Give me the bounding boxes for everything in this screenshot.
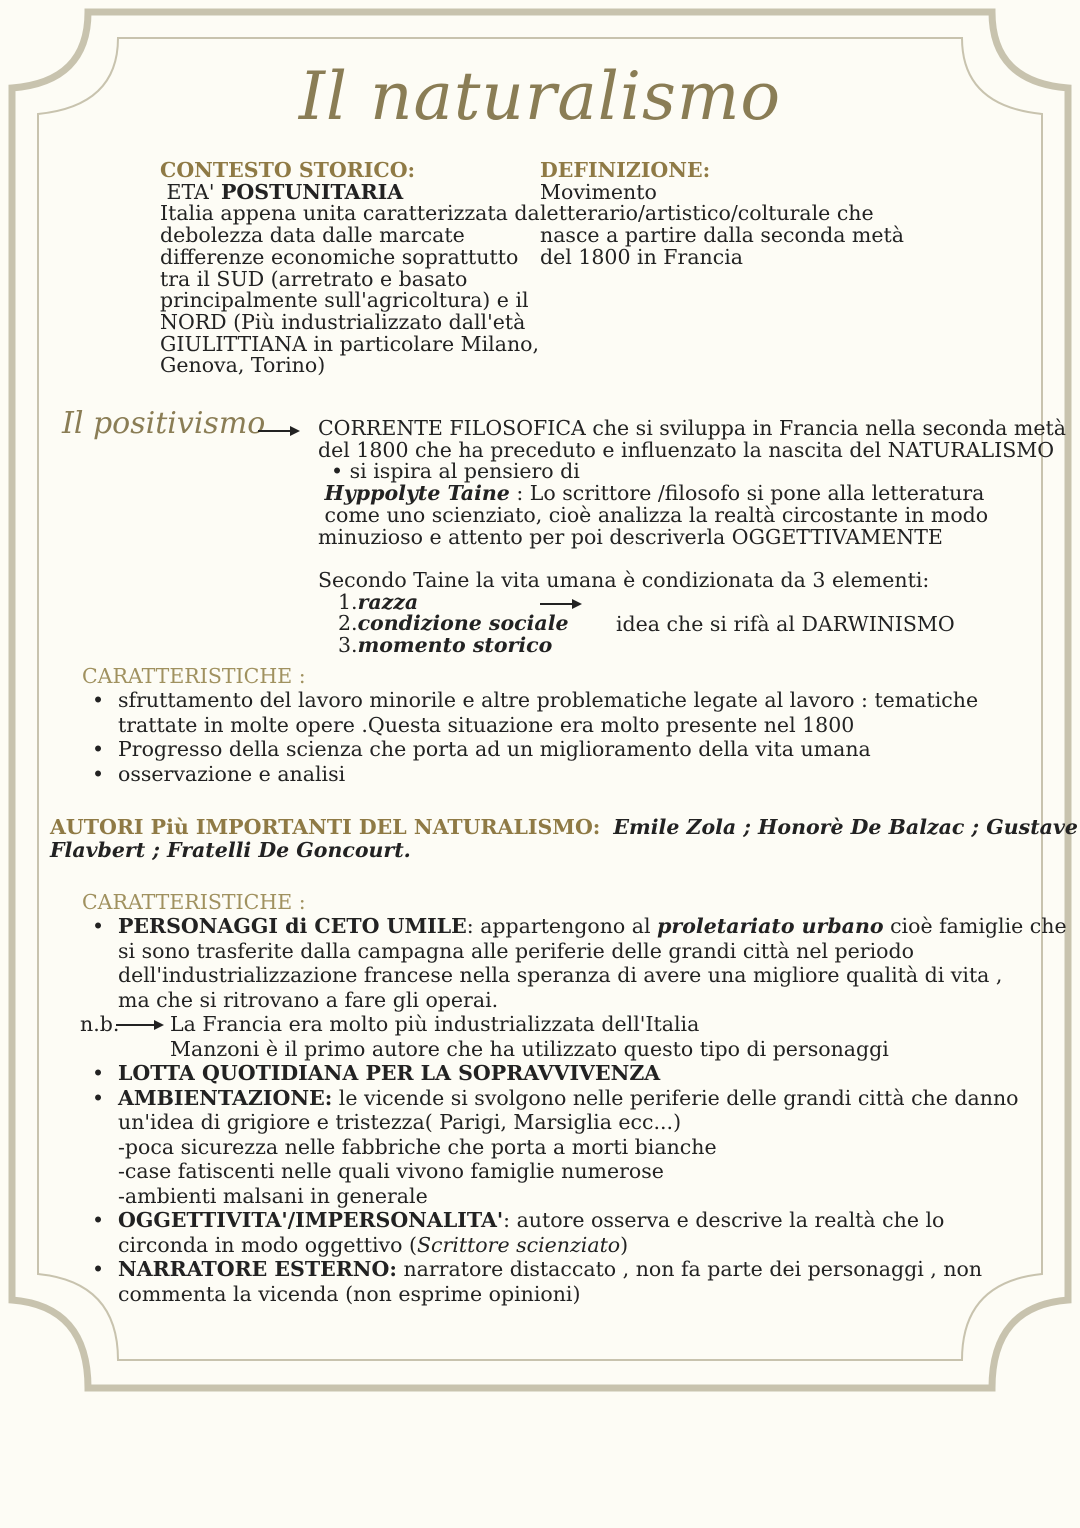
list-item: • osservazione e analisi bbox=[80, 762, 978, 787]
positivismo-line: CORRENTE FILOSOFICA che si sviluppa in Francia nella seconda metà bbox=[318, 416, 1066, 440]
caratteristiche-list bbox=[80, 688, 978, 786]
list-item: • LOTTA QUOTIDIANA PER LA SOPRAVVIVENZA bbox=[92, 1061, 661, 1085]
element-item: 2.condizione sociale bbox=[338, 611, 569, 636]
contesto-line: Genova, Torino) bbox=[160, 353, 326, 378]
definizione-heading: DEFINIZIONE: bbox=[540, 158, 711, 182]
nb-note: n.b. La Francia era molto più industrializzata dell'Italia bbox=[80, 1012, 700, 1036]
arrow-right-icon bbox=[540, 597, 584, 611]
definizione-line: nasce a partire dalla seconda metà bbox=[540, 223, 904, 248]
list-item: • Progresso della scienza che porta ad un miglioramento della vita umana bbox=[80, 737, 978, 762]
positivismo-line: del 1800 che ha preceduto e influenzato la nascita del NATURALISMO bbox=[318, 437, 1055, 462]
caratteristiche-heading: CARATTERISTICHE : bbox=[82, 890, 306, 914]
page-title: Il naturalismo bbox=[298, 58, 782, 135]
arrow-right-icon bbox=[116, 1018, 168, 1032]
positivismo-label: Il positivismo bbox=[62, 406, 266, 441]
contesto-line: debolezza data dalle marcate bbox=[160, 223, 465, 248]
definizione-line: Movimento bbox=[540, 179, 657, 204]
positivismo-line: come uno scienziato, cioè analizza la realtà circostante in modo bbox=[324, 502, 989, 527]
taine-line: Hyppolyte Taine : Lo scrittore /filosofo si pone alla letteratura bbox=[324, 481, 985, 506]
contesto-line: differenze economiche soprattutto bbox=[160, 244, 519, 269]
contesto-line: GIULITTIANA in particolare Milano, bbox=[160, 331, 539, 356]
caratteristiche2-section bbox=[80, 914, 1067, 1306]
positivismo-bullet: • si ispira al pensiero di bbox=[318, 459, 580, 484]
contesto-line: NORD (Più industrializzato dall'età bbox=[160, 309, 526, 334]
darwinismo-note: idea che si rifà al DARWINISMO bbox=[616, 612, 955, 636]
contesto-section bbox=[160, 160, 540, 377]
element-item: 3.momento storico bbox=[338, 633, 553, 658]
contesto-line: principalmente sull'agricoltura) e il bbox=[160, 288, 529, 313]
secondo-taine: Secondo Taine la vita umana è condizionata da 3 elementi: bbox=[318, 567, 930, 592]
contesto-line: Italia appena unita caratterizzata da bbox=[160, 201, 540, 226]
list-item: • OGGETTIVITA'/IMPERSONALITA': autore osserva e descrive la realtà che lo circonda in modo oggettivo (Scrittore scienziato) bbox=[92, 1208, 945, 1257]
arrow-right-icon bbox=[258, 424, 302, 438]
autori-names: Emile Zola ; Honorè De Balzac ; Gustave bbox=[613, 815, 1078, 839]
contesto-eta: ETA' POSTUNITARIA bbox=[166, 179, 404, 204]
list-item: • AMBIENTAZIONE: le vicende si svolgono nelle periferie delle grandi città che danno un'idea di grigiore e tristezza( Parigi, Marsiglia ecc...) -poca sicurezza nelle fabbriche che porta a morti bianche -case fatiscenti nelle quali vivono famiglie numerose -ambienti malsani in generale bbox=[92, 1085, 1019, 1208]
list-item: • sfruttamento del lavoro minorile e altre problematiche legate al lavoro : tematiche trattate in molte opere .Questa situazione era molto presente nel 1800 bbox=[80, 688, 978, 737]
positivismo-line: minuzioso e attento per poi descriverla OGGETTIVAMENTE bbox=[318, 524, 943, 549]
contesto-heading: CONTESTO STORICO: bbox=[160, 158, 416, 182]
element-item: 1.razza bbox=[338, 589, 419, 614]
autori-names: Flavbert ; Fratelli De Goncourt. bbox=[50, 838, 411, 862]
definizione-line: del 1800 in Francia bbox=[540, 244, 743, 269]
contesto-line: tra il SUD (arretrato e basato bbox=[160, 266, 468, 291]
autori-section bbox=[50, 816, 1078, 862]
definizione-line: letterario/artistico/colturale che bbox=[540, 201, 874, 226]
autori-label: AUTORI Più IMPORTANTI DEL NATURALISMO: bbox=[50, 815, 601, 839]
caratteristiche-heading: CARATTERISTICHE : bbox=[82, 664, 306, 688]
list-item: • PERSONAGGI di CETO UMILE: appartengono al proletariato urbano cioè famiglie che si sono trasferite dalla campagna alle periferie delle grandi città nel periodo dell'industrializzazione francese nella speranza di avere una migliore qualità di vita , ma che si ritrovano a fare gli operai. bbox=[92, 914, 1067, 1012]
definizione-section bbox=[540, 160, 904, 269]
list-item: • NARRATORE ESTERNO: narratore distaccato , non fa parte dei personaggi , non commenta la vicenda (non esprime opinioni) bbox=[92, 1257, 983, 1306]
nb-note-line: Manzoni è il primo autore che ha utilizzato questo tipo di personaggi bbox=[170, 1036, 889, 1061]
